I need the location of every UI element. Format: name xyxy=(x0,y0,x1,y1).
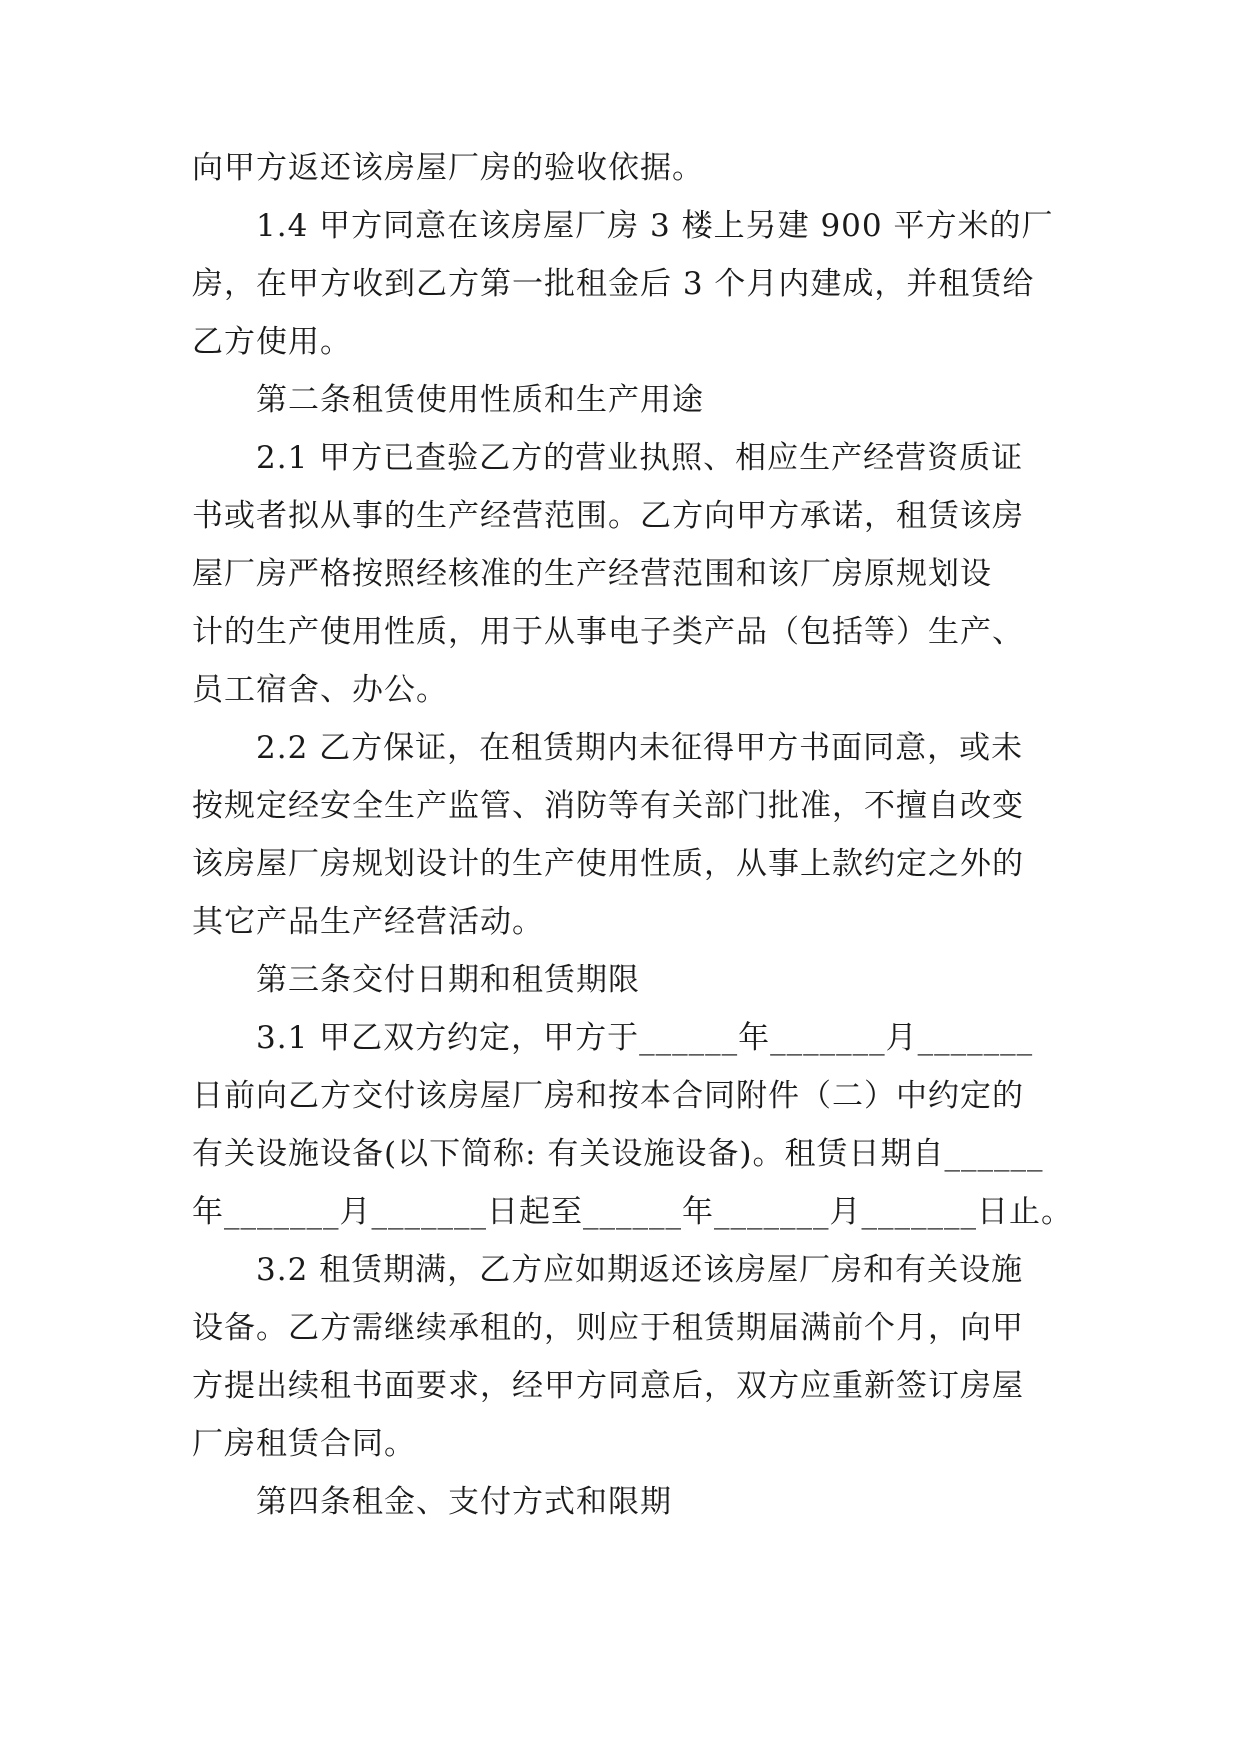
section-heading: 第三条交付日期和租赁期限 xyxy=(256,962,640,998)
text-line: 员工宿舍、办公。 xyxy=(192,672,448,708)
text-line: 年_______月_______日起至______年_______月_______日止。 xyxy=(192,1194,1073,1230)
text-line: 计的生产使用性质，用于从事电子类产品（包括等）生产、 xyxy=(192,614,1024,650)
text-line: 按规定经安全生产监管、消防等有关部门批准，不擅自改变 xyxy=(192,788,1024,824)
text-line: 房，在甲方收到乙方第一批租金后 3 个月内建成，并租赁给 xyxy=(192,266,1035,302)
text-line: 方提出续租书面要求，经甲方同意后，双方应重新签订房屋 xyxy=(192,1368,1024,1404)
text-line: 向甲方返还该房屋厂房的验收依据。 xyxy=(192,150,704,186)
text-line: 2.2 乙方保证，在租赁期内未征得甲方书面同意，或未 xyxy=(256,730,1024,766)
text-line: 1.4 甲方同意在该房屋厂房 3 楼上另建 900 平方米的厂 xyxy=(256,208,1054,244)
text-line: 其它产品生产经营活动。 xyxy=(192,904,544,940)
text-line: 该房屋厂房规划设计的生产使用性质，从事上款约定之外的 xyxy=(192,846,1024,882)
section-heading: 第二条租赁使用性质和生产用途 xyxy=(256,382,704,418)
text-line: 厂房租赁合同。 xyxy=(192,1426,416,1462)
text-line: 屋厂房严格按照经核准的生产经营范围和该厂房原规划设 xyxy=(192,556,992,592)
text-line: 2.1 甲方已查验乙方的营业执照、相应生产经营资质证 xyxy=(256,440,1024,476)
text-line: 日前向乙方交付该房屋厂房和按本合同附件（二）中约定的 xyxy=(192,1078,1024,1114)
text-line: 3.2 租赁期满，乙方应如期返还该房屋厂房和有关设施 xyxy=(256,1252,1024,1288)
text-line: 3.1 甲乙双方约定，甲方于______年_______月_______ xyxy=(256,1020,1034,1056)
text-line: 有关设施设备(以下简称: 有关设施设备)。租赁日期自______ xyxy=(192,1136,1044,1172)
text-line: 书或者拟从事的生产经营范围。乙方向甲方承诺，租赁该房 xyxy=(192,498,1024,534)
section-heading: 第四条租金、支付方式和限期 xyxy=(256,1484,672,1520)
text-line: 设备。乙方需继续承租的，则应于租赁期届满前个月，向甲 xyxy=(192,1310,1024,1346)
text-line: 乙方使用。 xyxy=(192,324,352,360)
